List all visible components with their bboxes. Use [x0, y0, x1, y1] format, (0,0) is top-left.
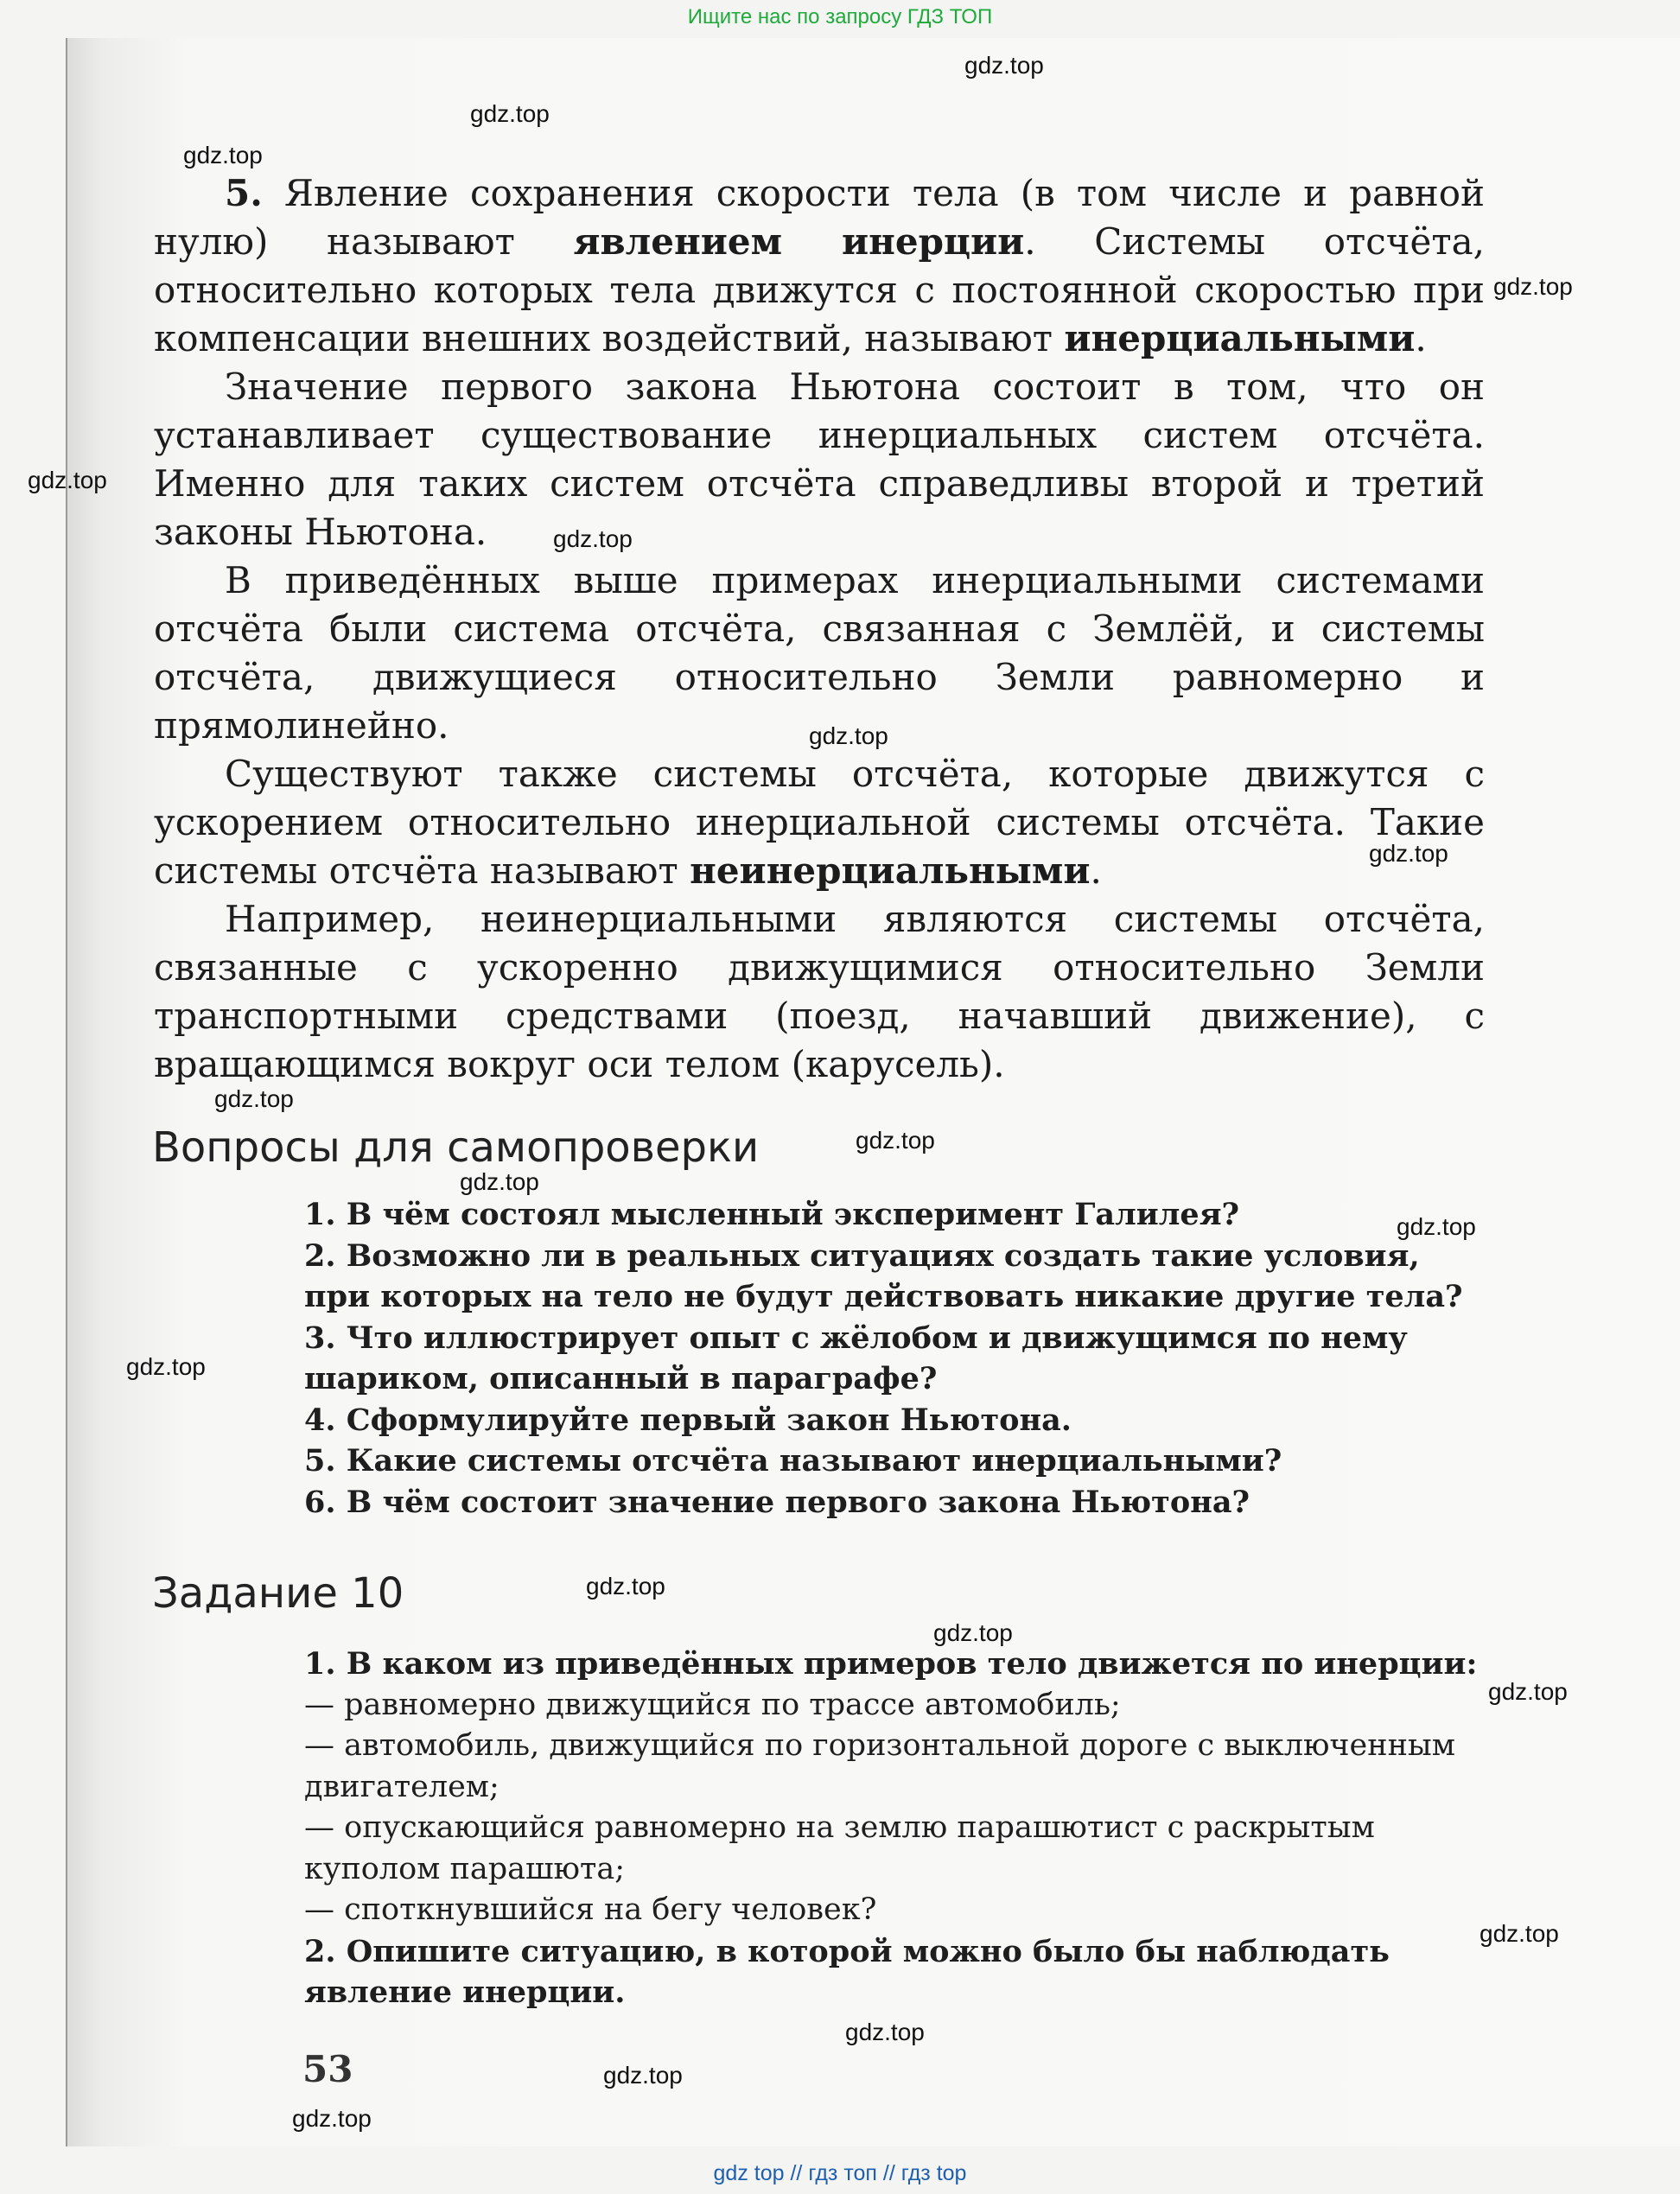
- task-option: — опускающийся равномерно на землю парашютист с раскрытым куполом парашюта;: [304, 1810, 1375, 1886]
- paragraph-inertia-definition: [154, 169, 1485, 363]
- task-option: — равномерно движущийся по трассе автомобиль;: [304, 1687, 1121, 1722]
- task-option: — споткнувшийся на бегу человек?: [304, 1892, 877, 1927]
- watermark: gdz.top: [553, 525, 633, 552]
- bottom-banner[interactable]: gdz top // гдз топ // гдз top: [713, 2161, 967, 2185]
- watermark: gdz.top: [1480, 1920, 1559, 1947]
- term-inertia: явлением инерции: [573, 220, 1025, 263]
- task-option: — автомобиль, движущийся по горизонтальной дороге с выключенным двигателем;: [304, 1728, 1455, 1804]
- list-item: 5. Какие системы отсчёта называют инерциальными?: [304, 1443, 1282, 1479]
- text-run: .: [1415, 317, 1427, 359]
- term-noninertial: неинерциальными: [690, 849, 1091, 892]
- task-heading: Задание 10: [152, 1569, 404, 1618]
- top-banner[interactable]: Ищите нас по запросу ГДЗ ТОП: [687, 5, 993, 29]
- watermark: gdz.top: [856, 1127, 935, 1154]
- watermark: gdz.top: [126, 1353, 206, 1380]
- paragraph-noninertial: [154, 750, 1485, 895]
- list-item: 2. Возможно ли в реальных ситуациях создать такие условия, при которых на тело не будут действовать никакие другие тела?: [304, 1237, 1463, 1314]
- paragraph-number: 5.: [225, 172, 263, 214]
- watermark: gdz.top: [1397, 1213, 1476, 1240]
- text-run: Существуют также системы отсчёта, которые движутся с ускорением относительно инерциальной системы отсчёта. Такие системы отсчёта называют: [154, 753, 1485, 892]
- text-run: .: [1090, 849, 1102, 892]
- page-number: 53: [302, 2048, 353, 2090]
- watermark: gdz.top: [1493, 273, 1573, 300]
- list-item: 3. Что иллюстрирует опыт с жёлобом и движущимся по нему шариком, описанный в параграфе?: [304, 1320, 1408, 1396]
- task-question-1: 1. В каком из приведённых примеров тело движется по инерции:: [304, 1646, 1478, 1682]
- list-item: 4. Сформулируйте первый закон Ньютона.: [304, 1402, 1072, 1438]
- watermark: gdz.top: [809, 722, 888, 749]
- list-item: 6. В чём состоит значение первого закона Ньютона?: [304, 1484, 1250, 1520]
- watermark: gdz.top: [845, 2019, 925, 2045]
- watermark: gdz.top: [292, 2105, 372, 2132]
- term-inertial: инерциальными: [1064, 317, 1416, 359]
- watermark: gdz.top: [183, 142, 263, 169]
- paragraph-first-law-meaning: Значение первого закона Ньютона состоит в том, что он устанавливает существование инерциальных систем отсчёта. Именно для таких систем отсчёта справедливы второй и третий законы Ньютона.: [154, 366, 1485, 553]
- task-list: [304, 1644, 1488, 2013]
- watermark: gdz.top: [1369, 840, 1448, 867]
- watermark: gdz.top: [586, 1573, 665, 1599]
- watermark: gdz.top: [1488, 1678, 1568, 1705]
- paragraph-examples: В приведённых выше примерах инерциальными системами отсчёта были система отсчёта, связанная с Землёй, и системы отсчёта, движущиеся относительно Земли равномерно и прямолинейно.: [154, 559, 1485, 747]
- watermark: gdz.top: [460, 1168, 539, 1195]
- watermark: gdz.top: [933, 1619, 1013, 1646]
- paragraph-noninertial-examples: Например, неинерциальными являются системы отсчёта, связанные с ускоренно движущимися относительно Земли транспортными средствами (поезд, начавший движение), с вращающимся вокруг оси телом (карусель).: [154, 898, 1485, 1085]
- watermark: gdz.top: [28, 467, 107, 493]
- questions-list: [304, 1194, 1488, 1523]
- watermark: gdz.top: [470, 100, 550, 127]
- list-item: 1. В чём состоял мысленный эксперимент Галилея?: [304, 1197, 1240, 1232]
- questions-heading: Вопросы для самопроверки: [152, 1123, 760, 1172]
- watermark: gdz.top: [603, 2062, 683, 2089]
- watermark: gdz.top: [964, 52, 1044, 79]
- text-run: . Системы отсчёта, относительно которых тела движутся с постоянной скоростью при компенсации внешних воздействий, называют: [154, 220, 1485, 359]
- watermark: gdz.top: [214, 1085, 294, 1112]
- text-run: Явление сохранения скорости тела (в том числе и равной нулю) называют: [154, 172, 1485, 263]
- task-question-2: 2. Опишите ситуацию, в которой можно было бы наблюдать явление инерции.: [304, 1933, 1390, 2010]
